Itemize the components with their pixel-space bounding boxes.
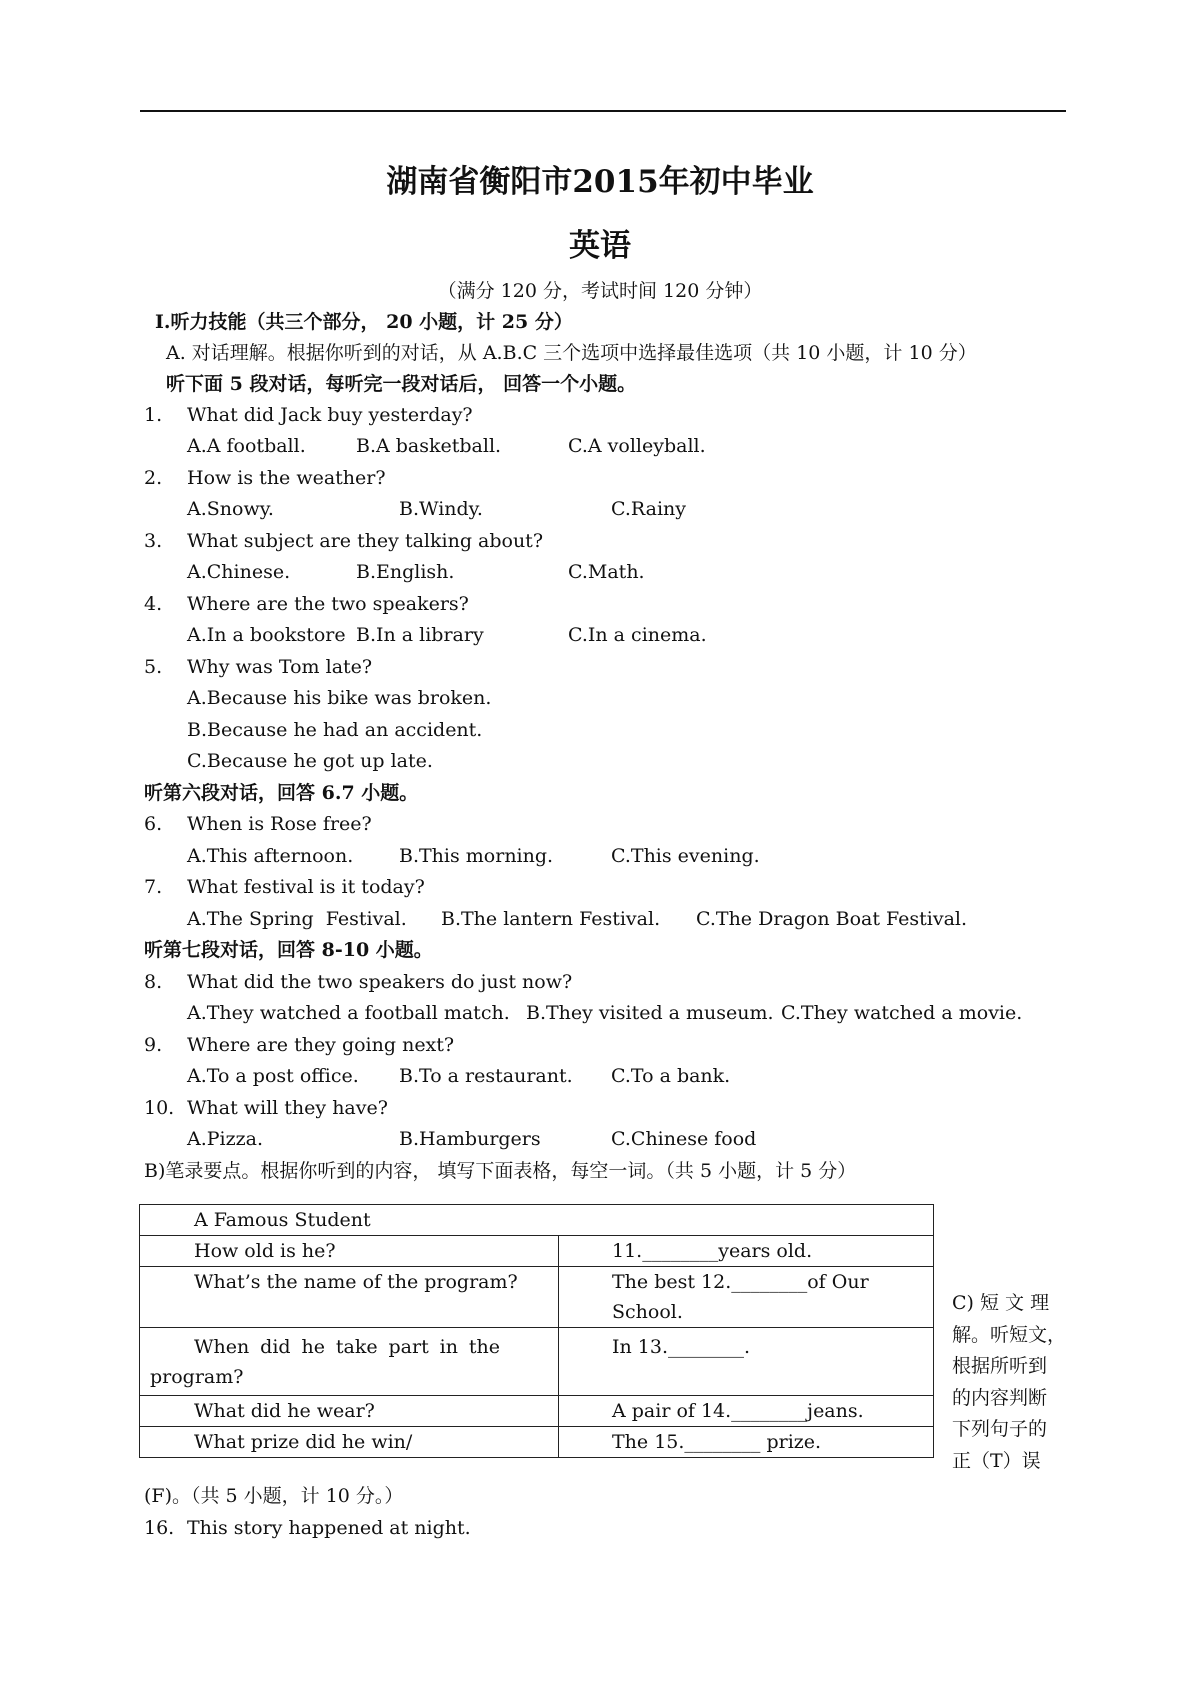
option-c: C.A volleyball.	[568, 435, 706, 457]
question-number: 3.	[144, 530, 163, 552]
part-c-line: 正（T）误	[952, 1449, 1041, 1472]
question-number: 6.	[144, 813, 163, 835]
option-b: B.This morning.	[399, 845, 554, 867]
question-number: 16.	[144, 1517, 175, 1539]
table-row	[140, 1427, 934, 1458]
header-rule	[140, 110, 1066, 112]
exam-note: （满分 120 分，考试时间 120 分钟）	[437, 280, 763, 302]
question-number: 2.	[144, 467, 163, 489]
option-b: B.English.	[356, 561, 455, 583]
option-b: B.Windy.	[399, 498, 483, 520]
part-c-instruction	[952, 1288, 1067, 1477]
part-b-instruction: B)笔录要点。根据你听到的内容， 填写下面表格，每空一词。（共 5 小题，计 5 分）	[144, 1160, 857, 1182]
option-a: A.The Spring Festival.	[187, 908, 407, 930]
question-text: What festival is it today?	[187, 876, 425, 898]
table-row	[140, 1396, 934, 1427]
table-cell-answer: A pair of 14.________jeans.	[559, 1396, 934, 1427]
table-cell-question	[140, 1328, 559, 1396]
option-b: B.A basketball.	[356, 435, 502, 457]
table-row	[140, 1236, 934, 1267]
part-c-line: 根据所听到	[952, 1355, 1048, 1377]
question-line-1: When did he take part in the	[194, 1336, 500, 1358]
option-c: C.Because he got up late.	[187, 750, 433, 772]
option-c: C.In a cinema.	[568, 624, 707, 646]
question-text: What did Jack buy yesterday?	[187, 404, 473, 426]
option-b: B.To a restaurant.	[399, 1065, 573, 1087]
question-number: 4.	[144, 593, 163, 615]
part-c-continuation: (F)。（共 5 小题，计 10 分。）	[144, 1485, 404, 1507]
part-a-instruction: A. 对话理解。根据你听到的对话，从 A.B.C 三个选项中选择最佳选项（共 10 小题，计 10 分）	[166, 342, 977, 364]
part-c-line: C) 短 文 理	[952, 1292, 1050, 1314]
option-b: B.The lantern Festival.	[441, 908, 661, 930]
option-c: C.This evening.	[611, 845, 760, 867]
option-c: C.The Dragon Boat Festival.	[696, 908, 968, 930]
question-number: 5.	[144, 656, 163, 678]
table-row	[140, 1328, 934, 1396]
group-instruction-1: 听下面 5 段对话，每听完一段对话后， 回答一个小题。	[166, 373, 637, 395]
option-c: C.To a bank.	[611, 1065, 731, 1087]
question-text: When is Rose free?	[187, 813, 372, 835]
option-a: A.Snowy.	[187, 498, 274, 520]
question-text: Where are the two speakers?	[187, 593, 469, 615]
exam-subject: 英语	[569, 228, 631, 264]
question-text: Where are they going next?	[187, 1034, 455, 1056]
part-c-line: 下列句子的	[952, 1418, 1048, 1440]
question-number: 1.	[144, 404, 163, 426]
question-line-2: program?	[150, 1366, 244, 1388]
question-text: How is the weather?	[187, 467, 386, 489]
part-c-line: 的内容判断	[952, 1386, 1048, 1409]
option-b: B.In a library	[356, 624, 484, 646]
option-a: A.A football.	[187, 435, 306, 457]
group-instruction-3: 听第七段对话，回答 8-10 小题。	[144, 939, 433, 961]
table-cell-question: What prize did he win/	[140, 1427, 559, 1458]
section-heading: I.听力技能（共三个部分， 20 小题，计 25 分）	[155, 311, 573, 333]
option-a: A.This afternoon.	[187, 845, 354, 867]
part-c-line: 解。听短文，	[952, 1323, 1067, 1346]
question-text: What subject are they talking about?	[187, 530, 544, 552]
group-instruction-2: 听第六段对话，回答 6.7 小题。	[144, 782, 419, 804]
table-row	[140, 1267, 934, 1328]
option-b: B.Hamburgers	[399, 1128, 541, 1150]
exam-title: 湖南省衡阳市2015年初中毕业	[386, 164, 814, 200]
question-text: Why was Tom late?	[187, 656, 373, 678]
option-c: C.Rainy	[611, 498, 687, 520]
option-b: B.They visited a museum.	[526, 1002, 774, 1024]
question-number: 10.	[144, 1097, 175, 1119]
option-a: A.Chinese.	[187, 561, 291, 583]
option-b: B.Because he had an accident.	[187, 719, 483, 741]
option-a: A.Because his bike was broken.	[187, 687, 492, 709]
table-row	[140, 1205, 934, 1236]
option-a: A.They watched a football match.	[187, 1002, 510, 1024]
question-text: This story happened at night.	[187, 1517, 471, 1539]
table-cell-question: How old is he?	[140, 1236, 559, 1267]
table-cell-answer: The best 12.________of Our School.	[559, 1267, 934, 1328]
option-c: C.They watched a movie.	[781, 1002, 1023, 1024]
option-a: A.In a bookstore	[187, 624, 346, 646]
table-cell-question: What’s the name of the program?	[140, 1267, 559, 1328]
table-cell-answer: 11.________years old.	[559, 1236, 934, 1267]
question-text: What will they have?	[187, 1097, 388, 1119]
table-cell-answer: In 13.________.	[559, 1328, 934, 1396]
question-number: 7.	[144, 876, 163, 898]
question-number: 9.	[144, 1034, 163, 1056]
question-text: What did the two speakers do just now?	[187, 971, 573, 993]
option-c: C.Chinese food	[611, 1128, 757, 1150]
question-number: 8.	[144, 971, 163, 993]
table-cell-question: What did he wear?	[140, 1396, 559, 1427]
table-title: A Famous Student	[140, 1205, 934, 1236]
option-a: A.Pizza.	[187, 1128, 264, 1150]
table-cell-answer: The 15.________ prize.	[559, 1427, 934, 1458]
notes-table	[139, 1204, 934, 1458]
option-c: C.Math.	[568, 561, 645, 583]
option-a: A.To a post office.	[187, 1065, 359, 1087]
